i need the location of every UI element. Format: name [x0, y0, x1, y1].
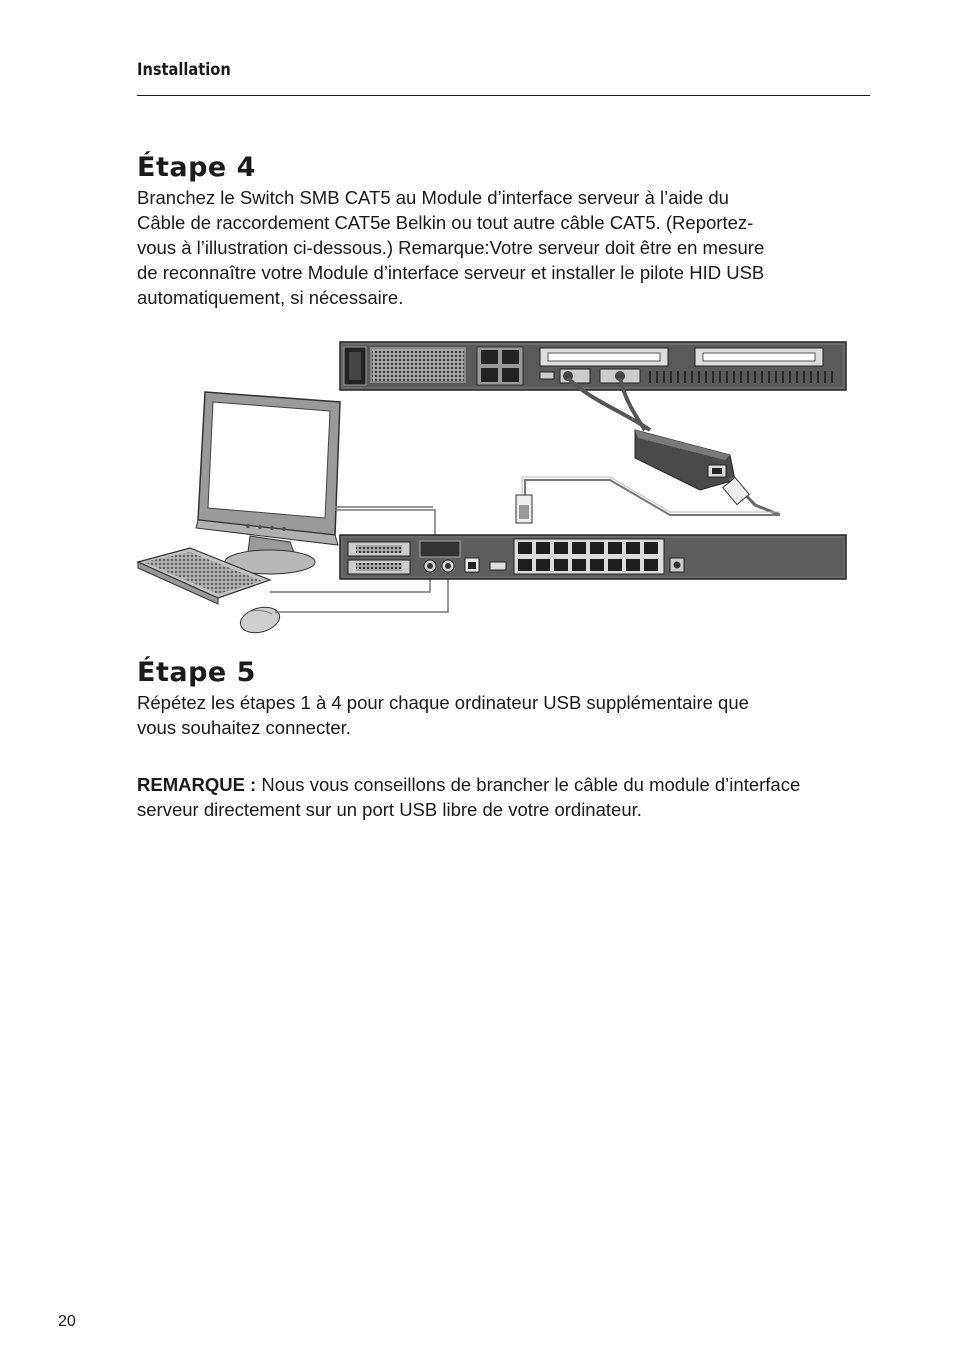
monitor [196, 392, 340, 574]
step5-line: vous souhaitez connecter. [137, 717, 351, 738]
note-line: Nous vous conseillons de brancher le câble du module d’interface [256, 774, 801, 795]
step5-heading: Étape 5 [137, 657, 256, 688]
step4-heading: Étape 4 [137, 152, 256, 183]
header-rule [137, 95, 870, 96]
kvm-switch [340, 535, 846, 579]
header-section-label: Installation [137, 60, 231, 80]
step4-line: Câble de raccordement CAT5e Belkin ou tout autre câble CAT5. (Reportez- [137, 212, 754, 233]
step4-line: Branchez le Switch SMB CAT5 au Module d’interface serveur à l’aide du [137, 187, 729, 208]
mouse [238, 603, 283, 637]
server-interface-module [635, 430, 735, 490]
step4-line: de reconnaître votre Module d’interface serveur et installer le pilote HID USB [137, 262, 765, 283]
server-unit [340, 342, 846, 390]
step4-line: automatiquement, si nécessaire. [137, 287, 404, 308]
cat5-cable [516, 477, 780, 523]
step5-paragraph [137, 690, 882, 740]
step5-line: Répétez les étapes 1 à 4 pour chaque ordinateur USB supplémentaire que [137, 692, 749, 713]
note-label: REMARQUE : [137, 774, 257, 795]
step4-line: vous à l’illustration ci-dessous.) Remarque:Votre serveur doit être en mesure [137, 237, 765, 258]
connection-illustration [130, 330, 850, 640]
step4-paragraph [137, 185, 882, 310]
note-line: serveur directement sur un port USB libre de votre ordinateur. [137, 799, 642, 820]
page-number: 20 [58, 1313, 76, 1330]
note-paragraph [137, 772, 882, 822]
